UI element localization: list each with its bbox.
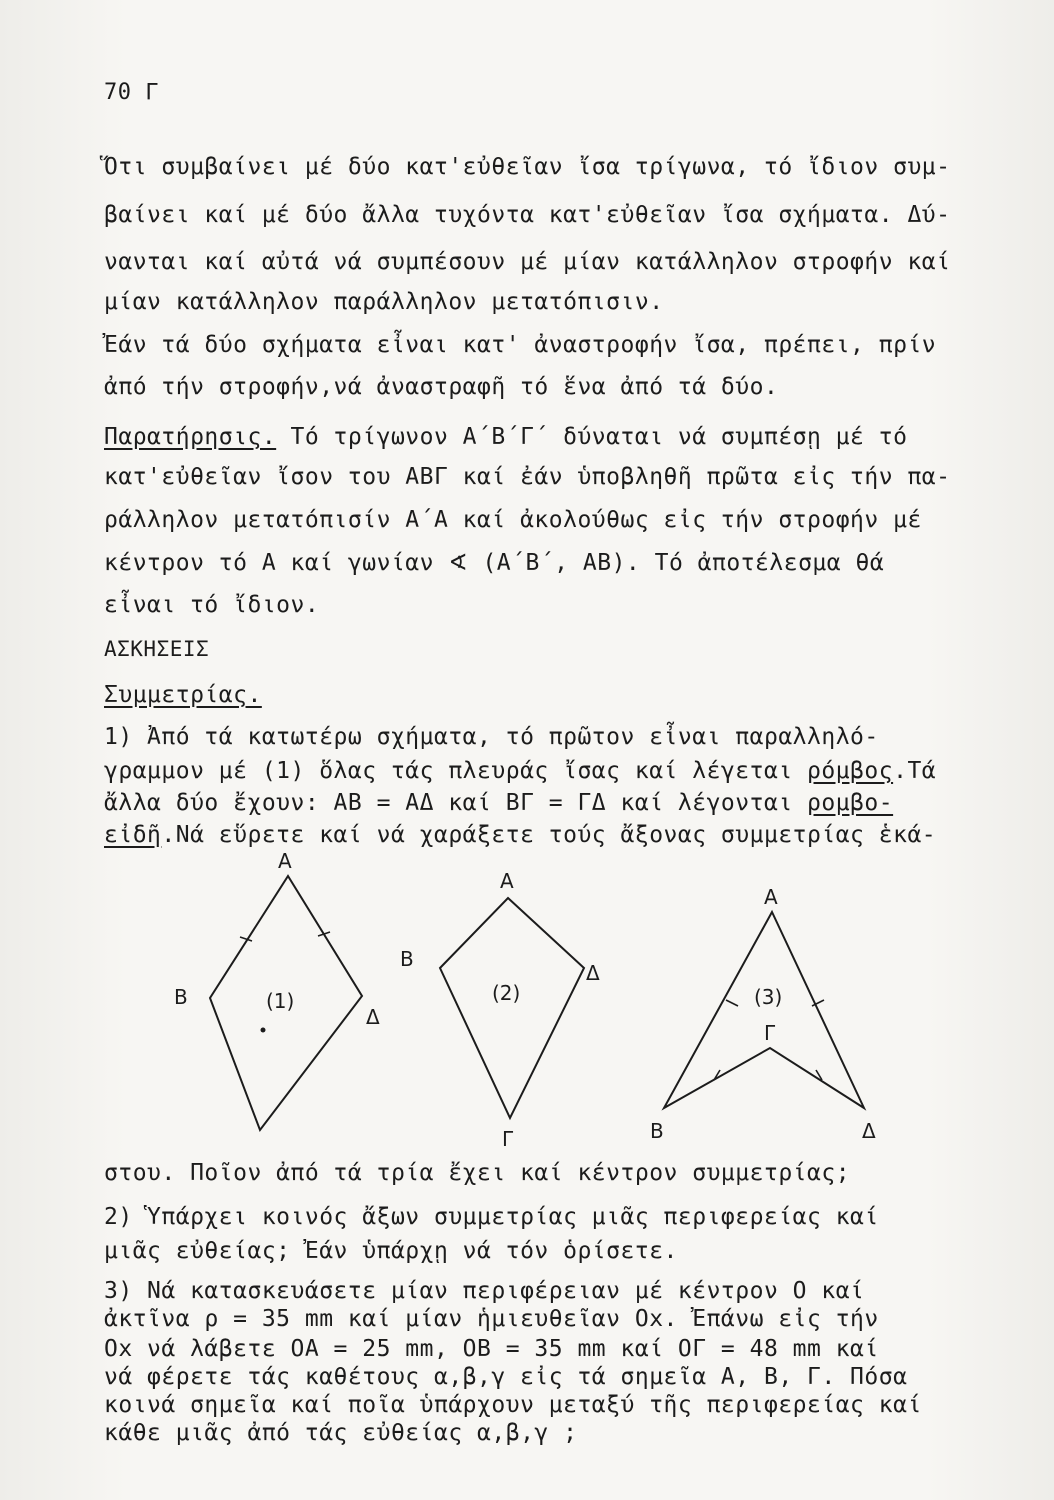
term-rhombus: ρόμβος [807, 758, 894, 784]
remark-line: κατ'εὐθεῖαν ἴσον του ΑΒΓ καί ἐάν ὑποβληθῆ πρῶτα εἰς τήν πα- [104, 464, 951, 490]
exercise-3-line: νά φέρετε τάς καθέτους α,β,γ εἰς τά σημεῖα Α, Β, Γ. Πόσα [104, 1364, 908, 1390]
vertex-label-g: Γ [502, 1127, 514, 1151]
exercise-1-text: γραμμον μέ (1) ὅλας τάς πλευράς ἴσας καί λέγεται [104, 758, 808, 784]
body-line: μίαν κατάλληλον παράλληλον μετατόπισιν. [104, 289, 664, 315]
exercise-3-line: Οx νά λάβετε ΟΑ = 25 mm, ΟΒ = 35 mm καί ΟΓ = 48 mm καί [104, 1336, 879, 1362]
vertex-label-b: Β [174, 985, 188, 1009]
vertex-label-a: Α [764, 885, 778, 909]
exercise-2-line: 2) Ὑπάρχει κοινός ἄξων συμμετρίας μιᾶς περιφερείας καί [104, 1204, 879, 1230]
remark-line: ράλληλον μετατόπισίν Α΄Α καί ἀκολούθως εἰς τήν στροφήν μέ [104, 507, 922, 533]
page-number: 70 Γ [104, 80, 159, 105]
exercise-3-line: 3) Νά κατασκευάσετε μίαν περιφέρειαν μέ κέντρον Ο καί [104, 1278, 865, 1304]
remark-line [104, 422, 974, 452]
exercise-1-text: ἄλλα δύο ἔχουν: ΑΒ = ΑΔ καί ΒΓ = ΓΔ καί λέγονται [104, 790, 808, 816]
vertex-label-g: Γ [764, 1021, 776, 1045]
vertex-label-a: Α [278, 849, 292, 873]
figure-number: (2) [492, 981, 521, 1005]
exercise-2-line: μιᾶς εὐθείας; Ἐάν ὑπάρχῃ νά τόν ὁρίσετε. [104, 1238, 678, 1264]
body-line: Ἐάν τά δύο σχήματα εἶναι κατ' ἀναστροφήν ἴσα, πρέπει, πρίν [104, 332, 937, 358]
figure-number: (3) [754, 985, 783, 1009]
vertex-label-b: Β [650, 1119, 664, 1143]
body-line: νανται καί αὐτά νά συμπέσουν μέ μίαν κατάλληλον στροφήν καί [104, 249, 951, 275]
figure-2-rhomboid [400, 869, 600, 1151]
center-dot [261, 1028, 266, 1033]
term-rhomboid: ρομβο- [807, 790, 894, 816]
exercise-3-line: κάθε μιᾶς ἀπό τάς εὐθείας α,β,γ ; [104, 1420, 578, 1446]
exercises-heading: ΑΣΚΗΣΕΙΣ [104, 637, 210, 661]
figure-3-concave [650, 885, 876, 1143]
vertex-label-d: Δ [366, 1005, 380, 1029]
rhomboid-shape [440, 898, 584, 1118]
remark-line: εἶναι τό ἴδιον. [104, 592, 320, 618]
term-rhomboid-end: εἰδῆ [104, 822, 162, 848]
figure-1-rhombus [174, 849, 380, 1130]
vertex-label-a: Α [500, 869, 514, 893]
symmetry-heading: Συμμετρίας. [104, 682, 262, 708]
exercise-1-line: 1) Ἀπό τά κατωτέρω σχήματα, τό πρῶτον εἶναι παραλληλό- [104, 724, 879, 750]
concave-shape [664, 912, 864, 1108]
remark-line: κέντρον τό Α καί γωνίαν ∢ (Α΄Β΄, ΑΒ). Τό ἀποτέλεσμα θά [104, 550, 885, 576]
term-rhombus-tail: .Τά [893, 758, 937, 784]
figure-number: (1) [266, 989, 295, 1013]
vertex-label-d: Δ [586, 961, 600, 985]
vertex-label-d: Δ [862, 1119, 876, 1143]
exercise-1-text: .Νά εὕρετε καί νά χαράξετε τούς ἄξονας συμμετρίας ἑκά- [161, 822, 937, 848]
remark-title: Παρατήρησις. [104, 424, 277, 450]
body-line: Ὅτι συμβαίνει μέ δύο κατ'εὐθεῖαν ἴσα τρίγωνα, τό ἴδιον συμ- [104, 154, 951, 180]
equal-mark [726, 1000, 738, 1006]
exercise-3-line: ἀκτῖνα ρ = 35 mm καί μίαν ἡμιευθεῖαν Οx. Ἐπάνω εἰς τήν [104, 1306, 879, 1332]
body-line: ἀπό τήν στροφήν,νά ἀναστραφῆ τό ἕνα ἀπό τά δύο. [104, 374, 779, 400]
vertex-label-b: Β [400, 947, 414, 971]
exercise-1-line: στου. Ποῖον ἀπό τά τρία ἔχει καί κέντρον συμμετρίας; [104, 1160, 851, 1186]
body-line: βαίνει καί μέ δύο ἄλλα τυχόντα κατ'εὐθεῖαν ἴσα σχήματα. Δύ- [104, 202, 951, 228]
exercise-3-line: κοινά σημεῖα καί ποῖα ὑπάρχουν μεταξύ τῆς περιφερείας καί [104, 1392, 922, 1418]
figures [100, 840, 960, 1160]
exercise-1-line [104, 756, 974, 786]
remark-text: Τό τρίγωνον Α΄Β΄Γ΄ δύναται νά συμπέσῃ μέ τό [276, 424, 908, 450]
exercise-1-line [104, 788, 974, 818]
